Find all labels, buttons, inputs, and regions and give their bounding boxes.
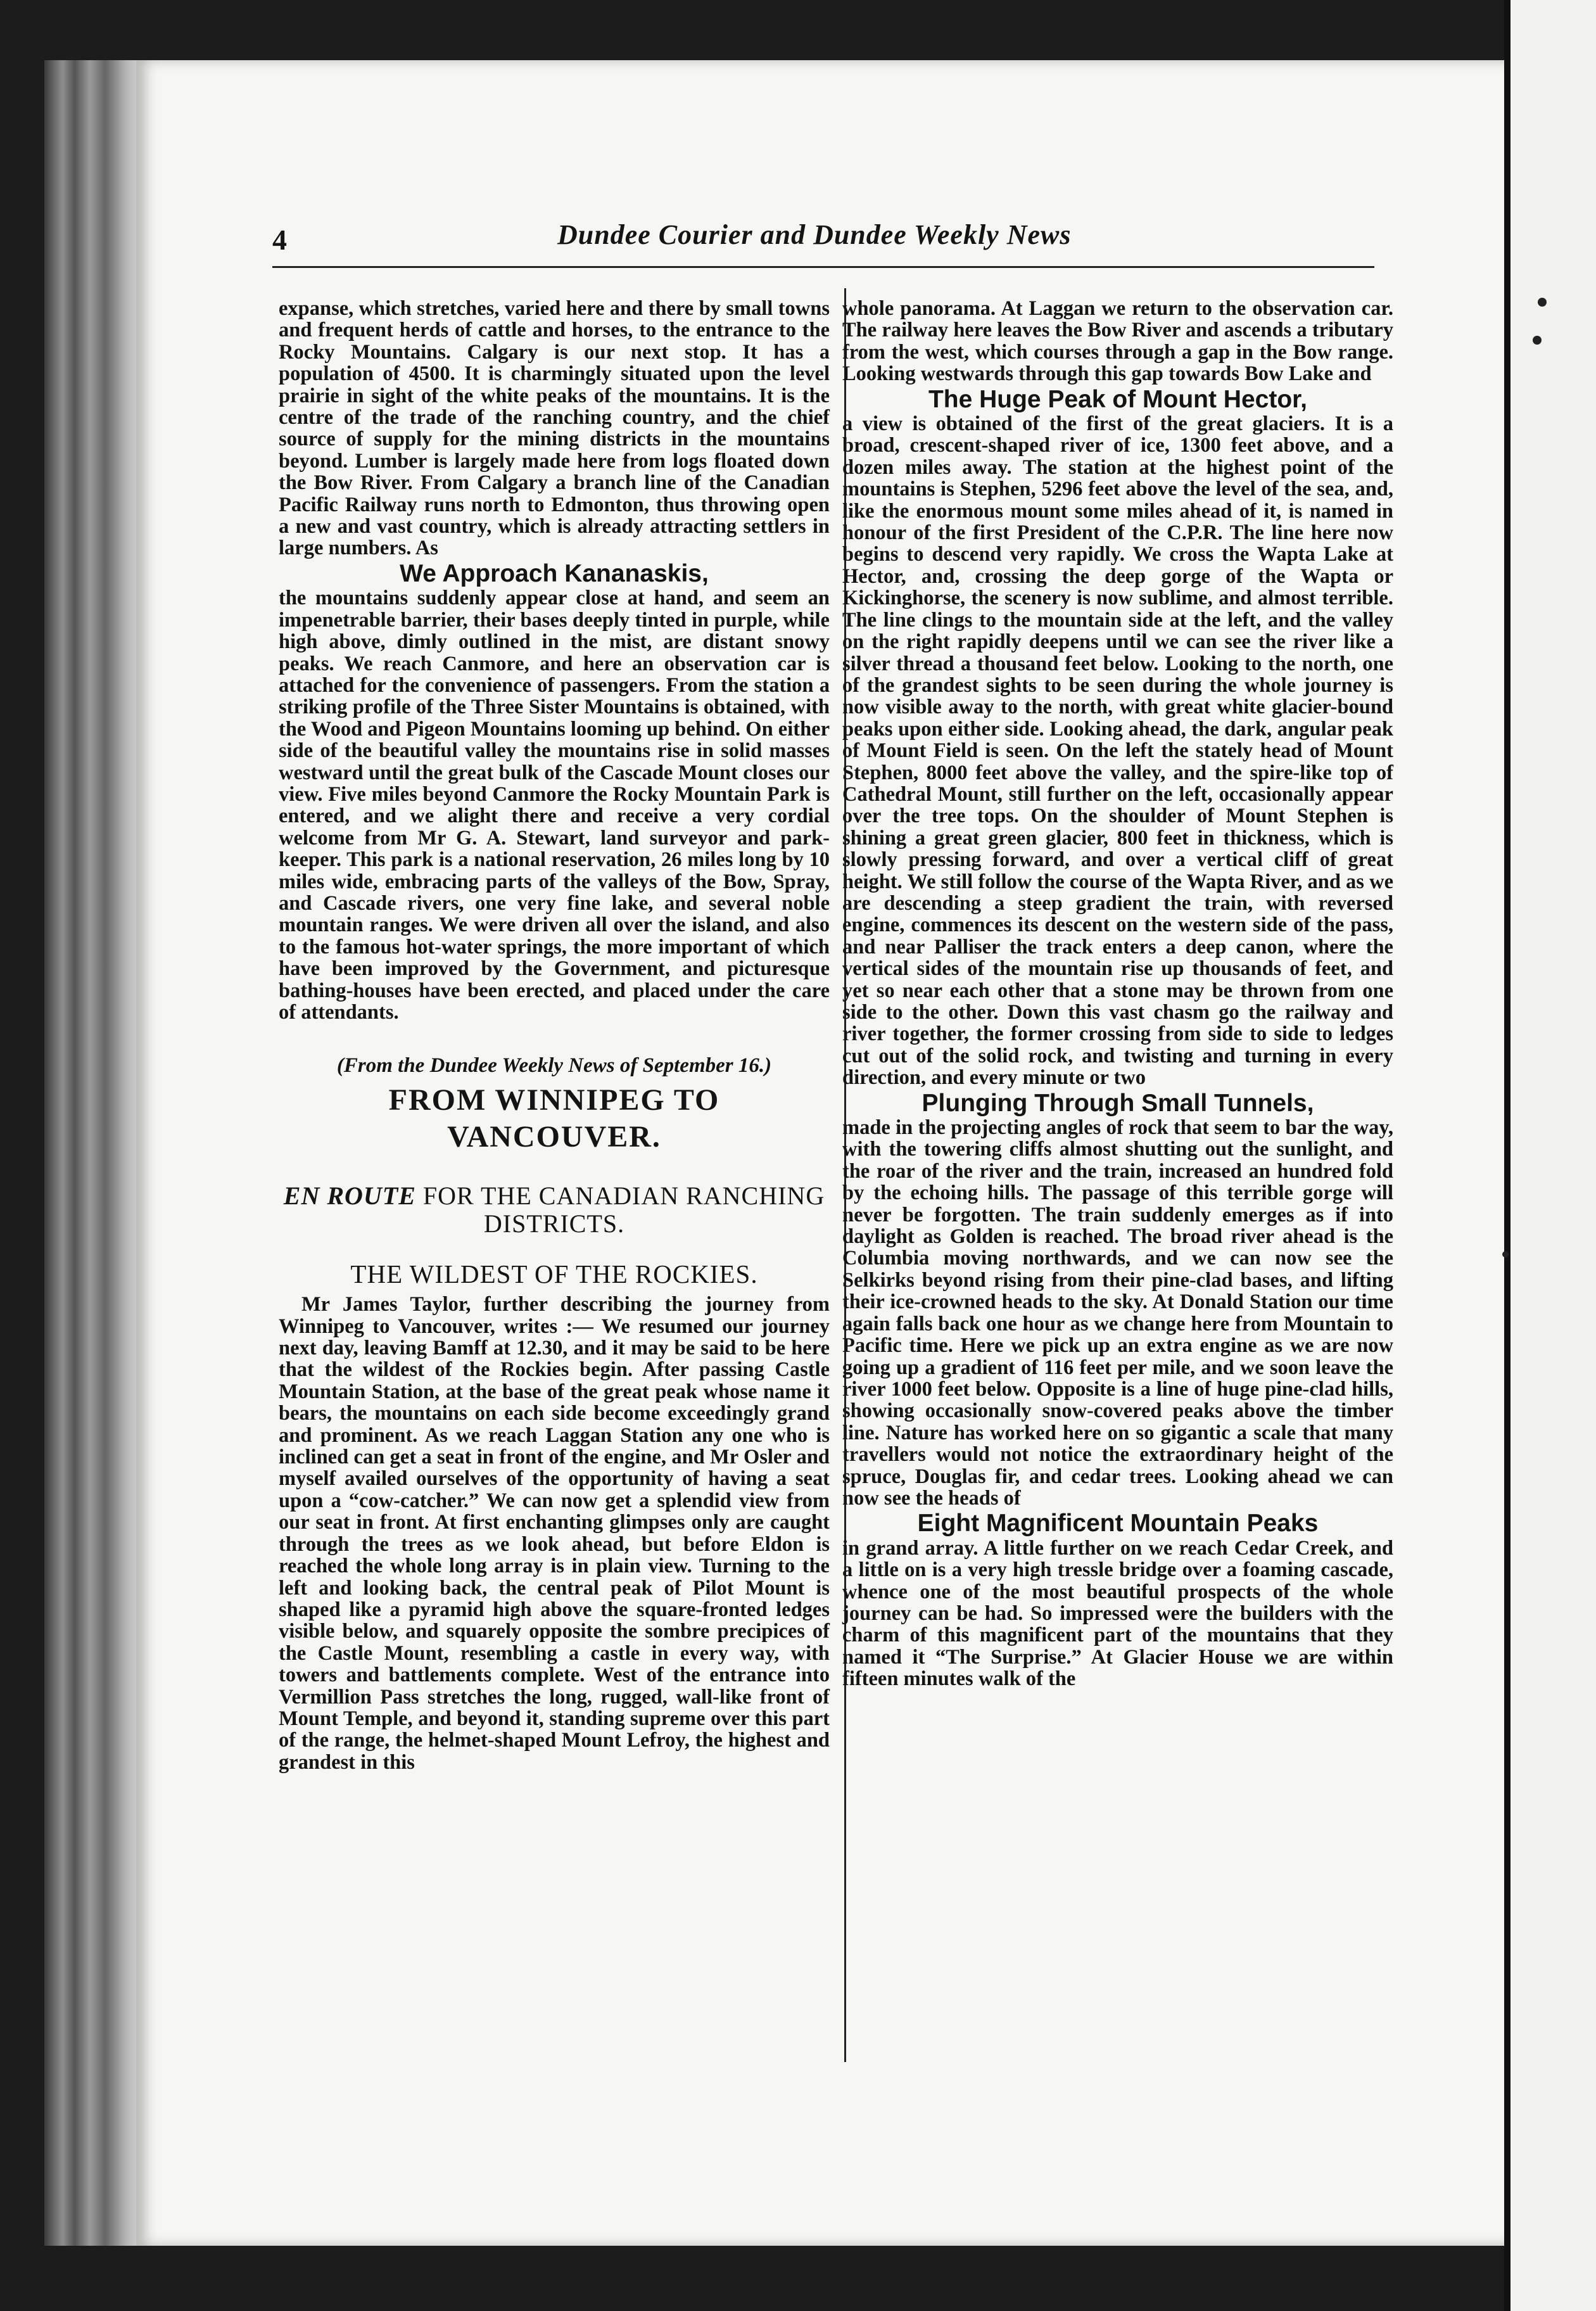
facing-page-strip [1510,0,1596,2311]
margin-dot [1533,336,1542,345]
article-title-line: FROM WINNIPEG TO [388,1083,720,1117]
article-subtitle [279,1182,830,1238]
subheading: The Huge Peak of Mount Hector, [928,385,1308,413]
paragraph: Mr James Taylor, further describing the journey from Winnipeg to Vancouver, writes :— We resumed our journey next day, leaving Bamff at 12.30, and it may be said to be here that the wildest of the Rockies begin. After passing Castle Mountain Station, at the base of the great peak whose name it bears, the mountains on each side become exceedingly grand and prominent. As we reach Laggan Station any one who is inclined can get a seat in front of the engine, and Mr Osler and myself availed ourselves of the opportunity of having a seat upon a “cow-catcher.” We can now get a splendid view from our seat in front. At first enchanting glimpses only are caught through the trees as we look ahead, but before Eldon is reached the whole long array is in plain view. Turning to the left and looking back, the central peak of Pilot Mount is shaped like a pyramid high above the square-fronted ledges visible below, and squarely opposite the sombre precipices of the Castle Mount, resembling a castle in every way, with towers and battlements complete. West of the entrance into Vermillion Pass stretches the long, rugged, wall-like front of Mount Temple, and beyond it, standing supreme over this part of the range, the helmet-shaped Mount Lefroy, the highest and grandest in this [279,1293,830,1774]
page-number: 4 [272,224,287,256]
article-title-line: VANCOUVER. [447,1119,661,1154]
margin-dot [1538,298,1547,307]
dateline: (From the Dundee Weekly News of September 16.) [336,1054,772,1078]
paragraph: in grand array. A little further on we reach Cedar Creek, and a little on is a very high tressle bridge over a foaming cascade, whence one of the most beautiful prospects of the whole journey can be had. So impressed were the builders with the charm of this magnificent part of the mountains that they named it “The Surprise.” At Glacier House we are within fifteen minutes walk of the [842,1536,1393,1691]
header-rule [272,266,1374,268]
subtitle-emphasis: EN ROUTE [283,1181,416,1210]
paragraph: a view is obtained of the first of the great glaciers. It is a broad, crescent-shaped river of ice, 1300 feet above, and a dozen miles away. The station at the highest point of the mountains is Stephen, 5296 feet above the level of the sea, and, like the enormous mount some miles ahead of it, is named in honour of the first President of the C.P.R. The line here now begins to descend very rapidly. We cross the Wapta Lake at Hector, and, crossing the deep gorge of the Wapta or Kickinghorse, the scenery is now sublime, and almost terrible. The line clings to the mountain side at the left, and the valley on the right rapidly deepens until we can see the river like a silver thread a thousand feet below. Looking to the north, one of the grandest sights to be seen during the whole journey is now visible away to the north, with great white glacier-bound peaks upon either side. Looking ahead, the dark, angular peak of Mount Field is seen. On the left the stately head of Mount Stephen, 8000 feet above the valley, and the spire-like top of Cathedral Mount, still further on the left, occasionally appear over the tree tops. On the shoulder of Mount Stephen is shining a great green glacier, 800 feet in thickness, which is slowly pressing forward, and over a vertical cliff of great height. We still follow the course of the Wapta River, and as we are descending a steep gradient the train, with reversed engine, commences its descent on the western side of the pass, and near Palliser the track enters a deep canon, where the vertical sides of the mountain rise up thousands of feet, and yet so near each other that a stone may be thrown from one side to the other. Down this vast chasm go the railway and river together, the former crossing from side to side to ledges cut out of the solid rock, and twisting and turning in every direction, and every minute or two [842,412,1393,1090]
paragraph: made in the projecting angles of rock that seem to bar the way, with the towering cliffs almost shutting out the sunlight, and the roar of the river and the train, increased an hundred fold by the echoing hills. The passage of this terrible gorge will never be forgotten. The train suddenly emerges as if into daylight as Golden is reached. The broad river ahead is the Columbia moving northwards, and we can now see the Selkirks beyond rising from their pine-clad bases, and lifting their ice-crowned heads to the sky. At Donald Station our time again falls back one hour as we change here from Mountain to Pacific time. Here we pick up an extra engine as we are now going up a gradient of 116 feet per mile, and we soon leave the river 1000 feet below. Opposite is a line of huge pine-clad hills, showing occasionally snow-covered peaks above the timber line. Nature has worked here on so gigantic a scale that many travellers would not notice the extraordinary height of the spruce, Douglas fir, and cedar trees. Looking ahead we can now see the heads of [842,1116,1393,1510]
subheading: Eight Magnificent Mountain Peaks [917,1510,1319,1537]
subheading: We Approach Kananaskis, [400,559,709,587]
subheading: Plunging Through Small Tunnels, [922,1089,1314,1117]
section-title: THE WILDEST OF THE ROCKIES. [350,1259,758,1289]
running-head: Dundee Courier and Dundee Weekly News [557,219,1072,250]
right-column [842,298,1393,1690]
book-page-edges [44,60,146,2246]
subtitle-text: FOR THE CANADIAN RANCHING DISTRICTS. [422,1181,825,1238]
paragraph: whole panorama. At Laggan we return to the observation car. The railway here leaves the Bow River and ascends a tributary from the west, which courses through a gap in the Bow range. Looking westwards through this gap towards Bow Lake and [842,297,1393,386]
paragraph: the mountains suddenly appear close at hand, and seem an impenetrable barrier, their bases deeply tinted in purple, while high above, dimly outlined in the mist, are distant snowy peaks. We reach Canmore, and here an observation car is attached for the convenience of passengers. From the station a striking profile of the Three Sister Mountains is obtained, with the Wood and Pigeon Mountains looming up behind. On either side of the beautiful valley the mountains rise in solid masses westward until the great bulk of the Cascade Mount closes our view. Five miles beyond Canmore the Rocky Mountain Park is entered, and we alight there and receive a very cordial welcome from Mr G. A. Stewart, land surveyor and park-keeper. This park is a national reservation, 26 miles long by 10 miles wide, embracing parts of the valleys of the Bow, Spray, and Cascade rivers, one very fine lake, and several noble mountain ranges. We were driven all over the island, and also to the famous hot-water springs, the more important of which have been improved by the Government, and picturesque bathing-houses have been erected, and placed under the care of attendants. [279,587,830,1024]
left-column [279,298,830,1773]
paragraph: expanse, which stretches, varied here and there by small towns and frequent herds of cattle and horses, to the entrance to the Rocky Mountains. Calgary is our next stop. It has a population of 4500. It is charmingly situated upon the level prairie in sight of the white peaks of the mountains. It is the centre of the trade of the ranching country, and the chief source of supply for the mining districts in the mountains beyond. Lumber is largely made here from logs floated down the Bow River. From Calgary a branch line of the Canadian Pacific Railway runs north to Edmonton, thus throwing open a new and vast country, which is already attracting settlers in large numbers. As [279,297,830,560]
margin-dot [1502,1251,1509,1257]
